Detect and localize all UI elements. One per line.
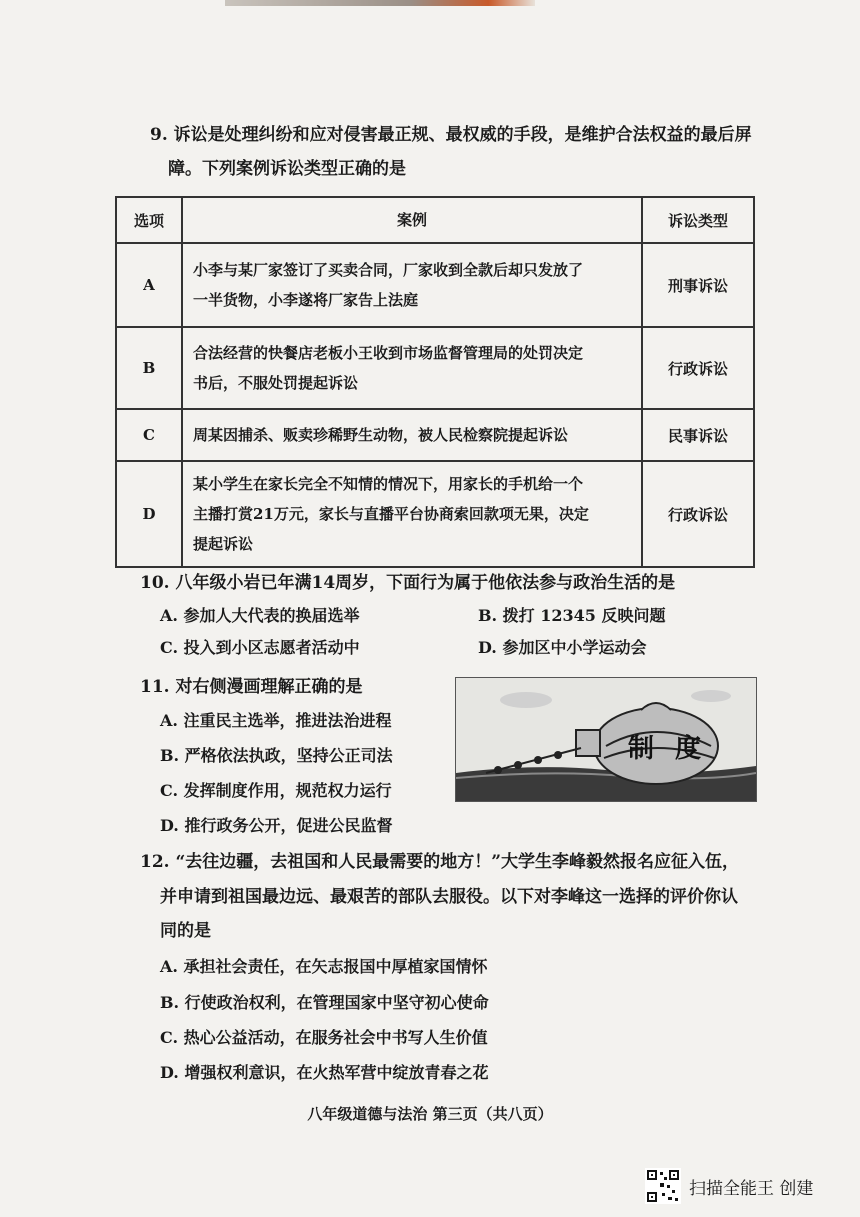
row-case bbox=[182, 327, 642, 409]
scanner-watermark bbox=[645, 1168, 813, 1204]
q11-option-c: C. 发挥制度作用，规范权力运行 bbox=[160, 781, 392, 800]
row-case: 周某因捕杀、贩卖珍稀野生动物，被人民检察院提起诉讼 bbox=[182, 409, 642, 461]
q12-option-c: C. 热心公益活动，在服务社会中书写人生价值 bbox=[160, 1028, 488, 1047]
q11-option-a: A. 注重民主选举，推进法治进程 bbox=[160, 711, 392, 730]
case-line: 某小学生在家长完全不知情的情况下，用家长的手机给一个 bbox=[193, 475, 584, 493]
case-line: 小李与某厂家签订了买卖合同，厂家收到全款后却只发放了 bbox=[193, 261, 584, 279]
q10-option-a: A. 参加人大代表的换届选举 bbox=[160, 606, 360, 625]
row-option: D bbox=[116, 461, 182, 567]
q12-option-a: A. 承担社会责任，在矢志报国中厚植家国情怀 bbox=[160, 957, 488, 976]
cartoon-image bbox=[455, 677, 757, 802]
header-case: 案例 bbox=[182, 197, 642, 243]
cartoon-label: 制 度 bbox=[628, 734, 708, 764]
case-line: 提起诉讼 bbox=[193, 535, 254, 553]
table-row bbox=[116, 461, 754, 567]
case-line: 合法经营的快餐店老板小王收到市场监督管理局的处罚决定 bbox=[193, 344, 584, 362]
header-type: 诉讼类型 bbox=[642, 197, 754, 243]
q12-option-b: B. 行使政治权利，在管理国家中坚守初心使命 bbox=[160, 993, 489, 1012]
q9-stem-line1: 9. 诉讼是处理纠纷和应对侵害最正规、最权威的手段，是维护合法权益的最后屏 bbox=[150, 125, 752, 145]
q11-stem: 11. 对右侧漫画理解正确的是 bbox=[140, 677, 363, 697]
table-row bbox=[116, 327, 754, 409]
row-type: 民事诉讼 bbox=[642, 409, 754, 461]
q12-stem-line3: 同的是 bbox=[160, 921, 211, 941]
case-line: 书后，不服处罚提起诉讼 bbox=[193, 374, 359, 392]
row-option: B bbox=[116, 327, 182, 409]
row-type: 刑事诉讼 bbox=[642, 243, 754, 327]
table-row bbox=[116, 409, 754, 461]
q12-stem-line1: 12. “去往边疆，去祖国和人民最需要的地方！”大学生李峰毅然报名应征入伍， bbox=[140, 852, 740, 872]
qr-code-icon bbox=[645, 1168, 681, 1204]
row-type: 行政诉讼 bbox=[642, 461, 754, 567]
q10-stem: 10. 八年级小岩已年满14周岁，下面行为属于他依法参与政治生活的是 bbox=[140, 573, 676, 593]
row-case bbox=[182, 461, 642, 567]
watermark-text: 扫描全能王 创建 bbox=[689, 1178, 814, 1199]
q10-option-b: B. 拨打 12345 反映问题 bbox=[478, 606, 666, 625]
table-row bbox=[116, 243, 754, 327]
q10-option-c: C. 投入到小区志愿者活动中 bbox=[160, 638, 360, 657]
row-type: 行政诉讼 bbox=[642, 327, 754, 409]
cartoon-drawing bbox=[456, 678, 756, 801]
scan-top-edge bbox=[225, 0, 535, 6]
case-line: 主播打赏21万元，家长与直播平台协商索回款项无果，决定 bbox=[193, 505, 589, 523]
table-header-row bbox=[116, 197, 754, 243]
q12-stem-line2: 并申请到祖国最边远、最艰苦的部队去服役。以下对李峰这一选择的评价你认 bbox=[160, 887, 738, 907]
q11-option-d: D. 推行政务公开，促进公民监督 bbox=[160, 816, 393, 835]
case-line: 一半货物，小李遂将厂家告上法庭 bbox=[193, 291, 419, 309]
row-option: C bbox=[116, 409, 182, 461]
q12-option-d: D. 增强权利意识，在火热军营中绽放青春之花 bbox=[160, 1063, 489, 1082]
row-case bbox=[182, 243, 642, 327]
page-footer: 八年级道德与法治 第三页（共八页） bbox=[307, 1105, 553, 1123]
lawsuit-case-table bbox=[115, 196, 755, 568]
row-option: A bbox=[116, 243, 182, 327]
header-option: 选项 bbox=[116, 197, 182, 243]
q9-stem-line2: 障。下列案例诉讼类型正确的是 bbox=[168, 159, 406, 179]
q11-option-b: B. 严格依法执政，坚持公正司法 bbox=[160, 746, 393, 765]
q10-option-d: D. 参加区中小学运动会 bbox=[478, 638, 647, 657]
